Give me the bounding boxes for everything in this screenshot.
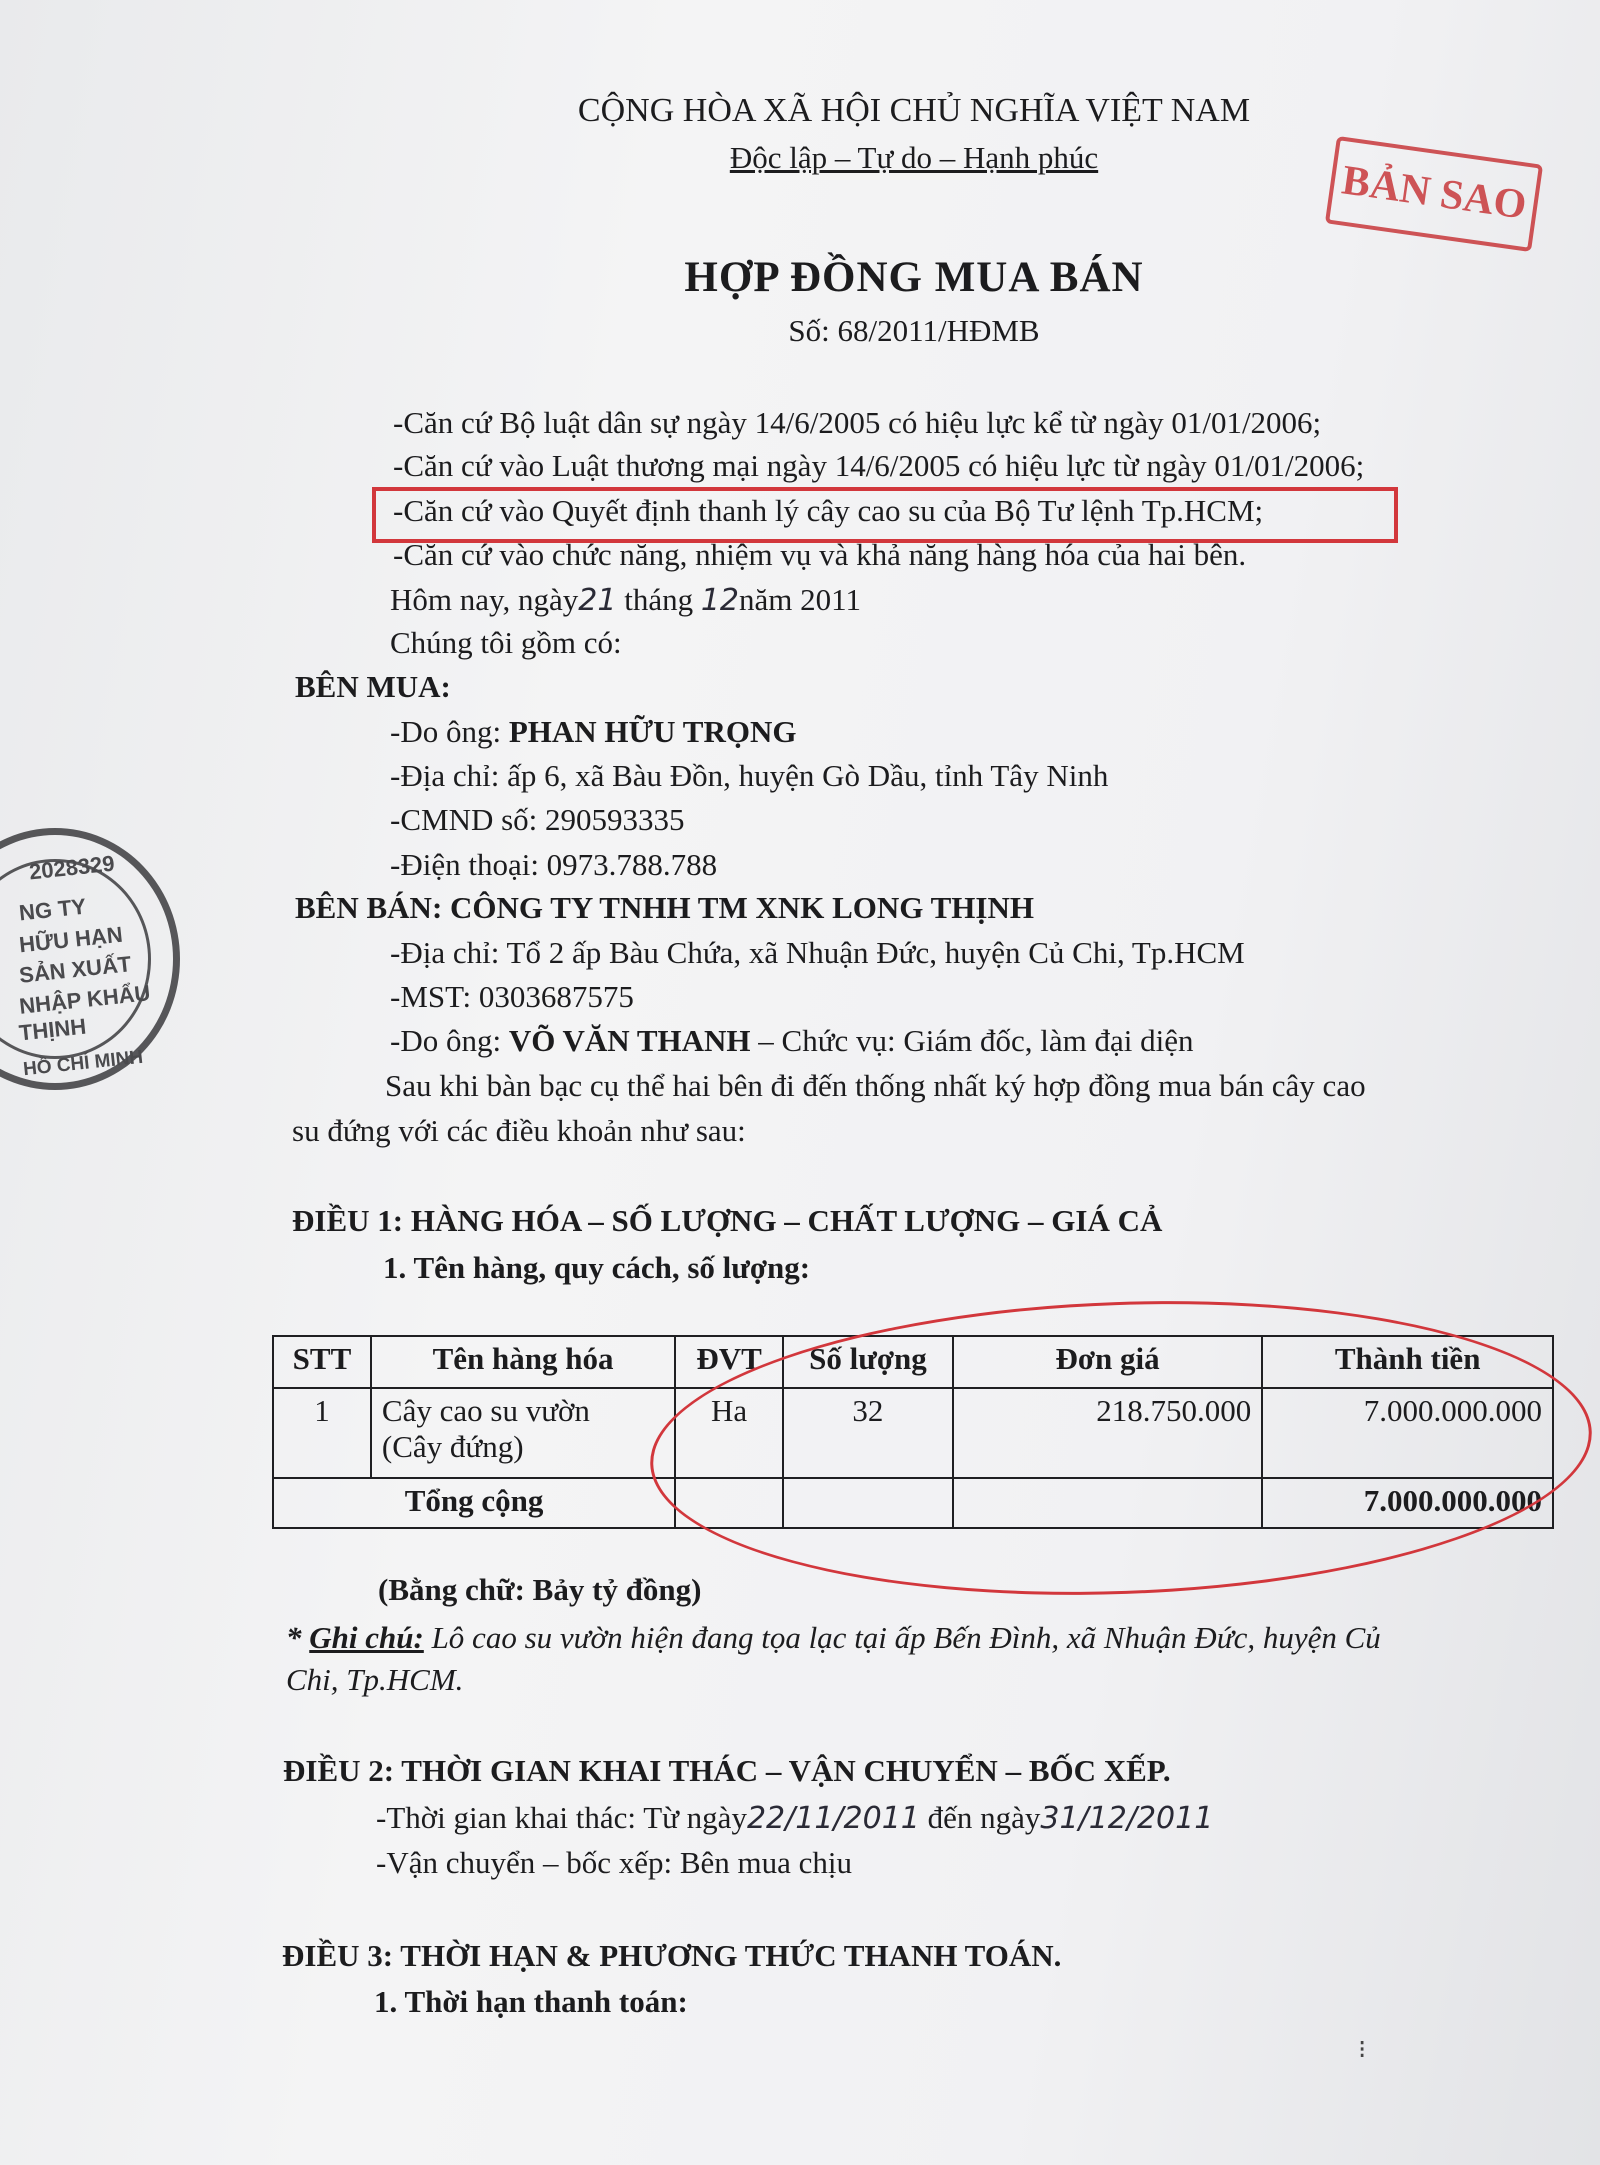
note-line-1	[286, 1620, 1381, 1656]
date-month: 12	[700, 583, 740, 618]
note-line-2: Chi, Tp.HCM.	[286, 1662, 464, 1697]
date-year: năm 2011	[739, 582, 861, 617]
col-header-amount: Thành tiền	[1262, 1336, 1553, 1388]
seal-text-4: SẢN XUẤT	[17, 951, 133, 988]
basis-line-2: -Căn cứ vào Luật thương mại ngày 14/6/2005 có hiệu lực từ ngày 01/01/2006;	[393, 448, 1365, 483]
copy-stamp: BẢN SAO	[1325, 136, 1543, 252]
amount-in-words: (Bằng chữ: Bảy tỷ đồng)	[378, 1572, 702, 1607]
article2-time-line	[376, 1800, 1213, 1836]
intro-line: Chúng tôi gồm có:	[390, 625, 622, 660]
seal-text-6: THỊNH	[17, 1013, 88, 1046]
note-text-1: Lô cao su vườn hiện đang tọa lạc tại ấp Bến Đình, xã Nhuận Đức, huyện Củ	[423, 1620, 1381, 1655]
buyer-address: -Địa chỉ: ấp 6, xã Bàu Đồn, huyện Gò Dầu, tỉnh Tây Ninh	[390, 758, 1109, 793]
seal-text-5: NHẬP KHẨU	[18, 980, 152, 1019]
date-month-label: tháng	[624, 582, 694, 617]
seal-text-2: NG TY	[17, 893, 88, 926]
time-prefix: -Thời gian khai thác: Từ ngày	[376, 1800, 747, 1835]
basis-line-1: -Căn cứ Bộ luật dân sự ngày 14/6/2005 có hiệu lực kể từ ngày 01/01/2006;	[393, 405, 1322, 440]
cell-name-line-1: Cây cao su vườn	[381, 1393, 590, 1428]
nation-heading: CỘNG HÒA XÃ HỘI CHỦ NGHĨA VIỆT NAM	[577, 92, 1251, 129]
cell-name-line-2: (Cây đứng)	[381, 1429, 524, 1464]
total-label: Tổng cộng	[273, 1478, 675, 1528]
cell-amount: 7.000.000.000	[1262, 1388, 1553, 1478]
date-line	[390, 582, 861, 618]
seal-text-3: HỮU HẠN	[17, 921, 124, 958]
cell-name	[371, 1388, 675, 1478]
contract-number: Số: 68/2011/HĐMB	[788, 313, 1040, 348]
seal-text-1: 2028329	[27, 850, 116, 885]
basis-line-3: -Căn cứ vào Quyết định thanh lý cây cao su của Bộ Tư lệnh Tp.HCM;	[393, 493, 1264, 528]
cell-unit-price: 218.750.000	[953, 1388, 1263, 1478]
article1-sub: 1. Tên hàng, quy cách, số lượng:	[383, 1250, 811, 1285]
buyer-id-card: -CMND số: 290593335	[390, 802, 685, 837]
note-label: Ghi chú:	[309, 1620, 424, 1655]
article3-sub: 1. Thời hạn thanh toán:	[374, 1984, 688, 2019]
agreement-line-1: Sau khi bàn bạc cụ thể hai bên đi đến thống nhất ký hợp đồng mua bán cây cao	[385, 1068, 1366, 1103]
cell-unit: Ha	[675, 1388, 783, 1478]
buyer-rep-name: PHAN HỮU TRỌNG	[508, 714, 797, 749]
col-header-qty: Số lượng	[783, 1336, 953, 1388]
col-header-unit-price: Đơn giá	[953, 1336, 1263, 1388]
buyer-rep-line	[390, 714, 796, 750]
buyer-phone: -Điện thoại: 0973.788.788	[390, 847, 718, 882]
time-to-date: 31/12/2011	[1040, 1801, 1214, 1836]
seal-text-7: HỒ CHÍ MINH	[22, 1046, 145, 1081]
basis-line-4: -Căn cứ vào chức năng, nhiệm vụ và khả năng hàng hóa của hai bên.	[393, 537, 1247, 572]
seller-rep-label: -Do ông:	[390, 1023, 502, 1058]
agreement-line-2: su đứng với các điều khoản như sau:	[292, 1113, 746, 1148]
seller-rep-name: VÕ VĂN THANH	[508, 1023, 751, 1058]
article2-heading: ĐIỀU 2: THỜI GIAN KHAI THÁC – VẬN CHUYỂN – BỐC XẾP.	[283, 1753, 1171, 1788]
company-seal	[0, 828, 180, 1090]
seller-tax-code: -MST: 0303687575	[390, 979, 634, 1014]
col-header-unit: ĐVT	[675, 1336, 783, 1388]
col-header-name: Tên hàng hóa	[371, 1336, 675, 1388]
date-prefix: Hôm nay, ngày	[390, 582, 579, 617]
seller-heading: BÊN BÁN: CÔNG TY TNHH TM XNK LONG THỊNH	[295, 890, 1034, 925]
time-from-date: 22/11/2011	[746, 1801, 920, 1836]
seller-address: -Địa chỉ: Tổ 2 ấp Bàu Chứa, xã Nhuận Đức, huyện Củ Chi, Tp.HCM	[390, 935, 1245, 970]
highlight-box	[372, 487, 1398, 543]
time-to-label: đến ngày	[927, 1800, 1041, 1835]
buyer-rep-label: -Do ông:	[390, 714, 502, 749]
cell-qty: 32	[783, 1388, 953, 1478]
article3-heading: ĐIỀU 3: THỜI HẠN & PHƯƠNG THỨC THANH TOÁN.	[282, 1938, 1062, 1973]
buyer-heading: BÊN MUA:	[295, 669, 451, 704]
seller-rep-role: – Chức vụ: Giám đốc, làm đại diện	[758, 1023, 1194, 1058]
motto-heading: Độc lập – Tự do – Hạnh phúc	[729, 140, 1099, 175]
seller-rep-line	[390, 1023, 1194, 1059]
cell-stt: 1	[273, 1388, 371, 1478]
article2-transport: -Vận chuyển – bốc xếp: Bên mua chịu	[376, 1845, 853, 1880]
note-star: *	[286, 1620, 310, 1655]
total-amount: 7.000.000.000	[1262, 1478, 1553, 1528]
col-header-stt: STT	[273, 1336, 371, 1388]
article1-heading: ĐIỀU 1: HÀNG HÓA – SỐ LƯỢNG – CHẤT LƯỢNG – GIÁ CẢ	[292, 1203, 1163, 1238]
contract-title: HỢP ĐỒNG MUA BÁN	[684, 254, 1144, 301]
date-day: 21	[578, 583, 617, 618]
page-mark: ⁝	[1358, 2035, 1367, 2064]
